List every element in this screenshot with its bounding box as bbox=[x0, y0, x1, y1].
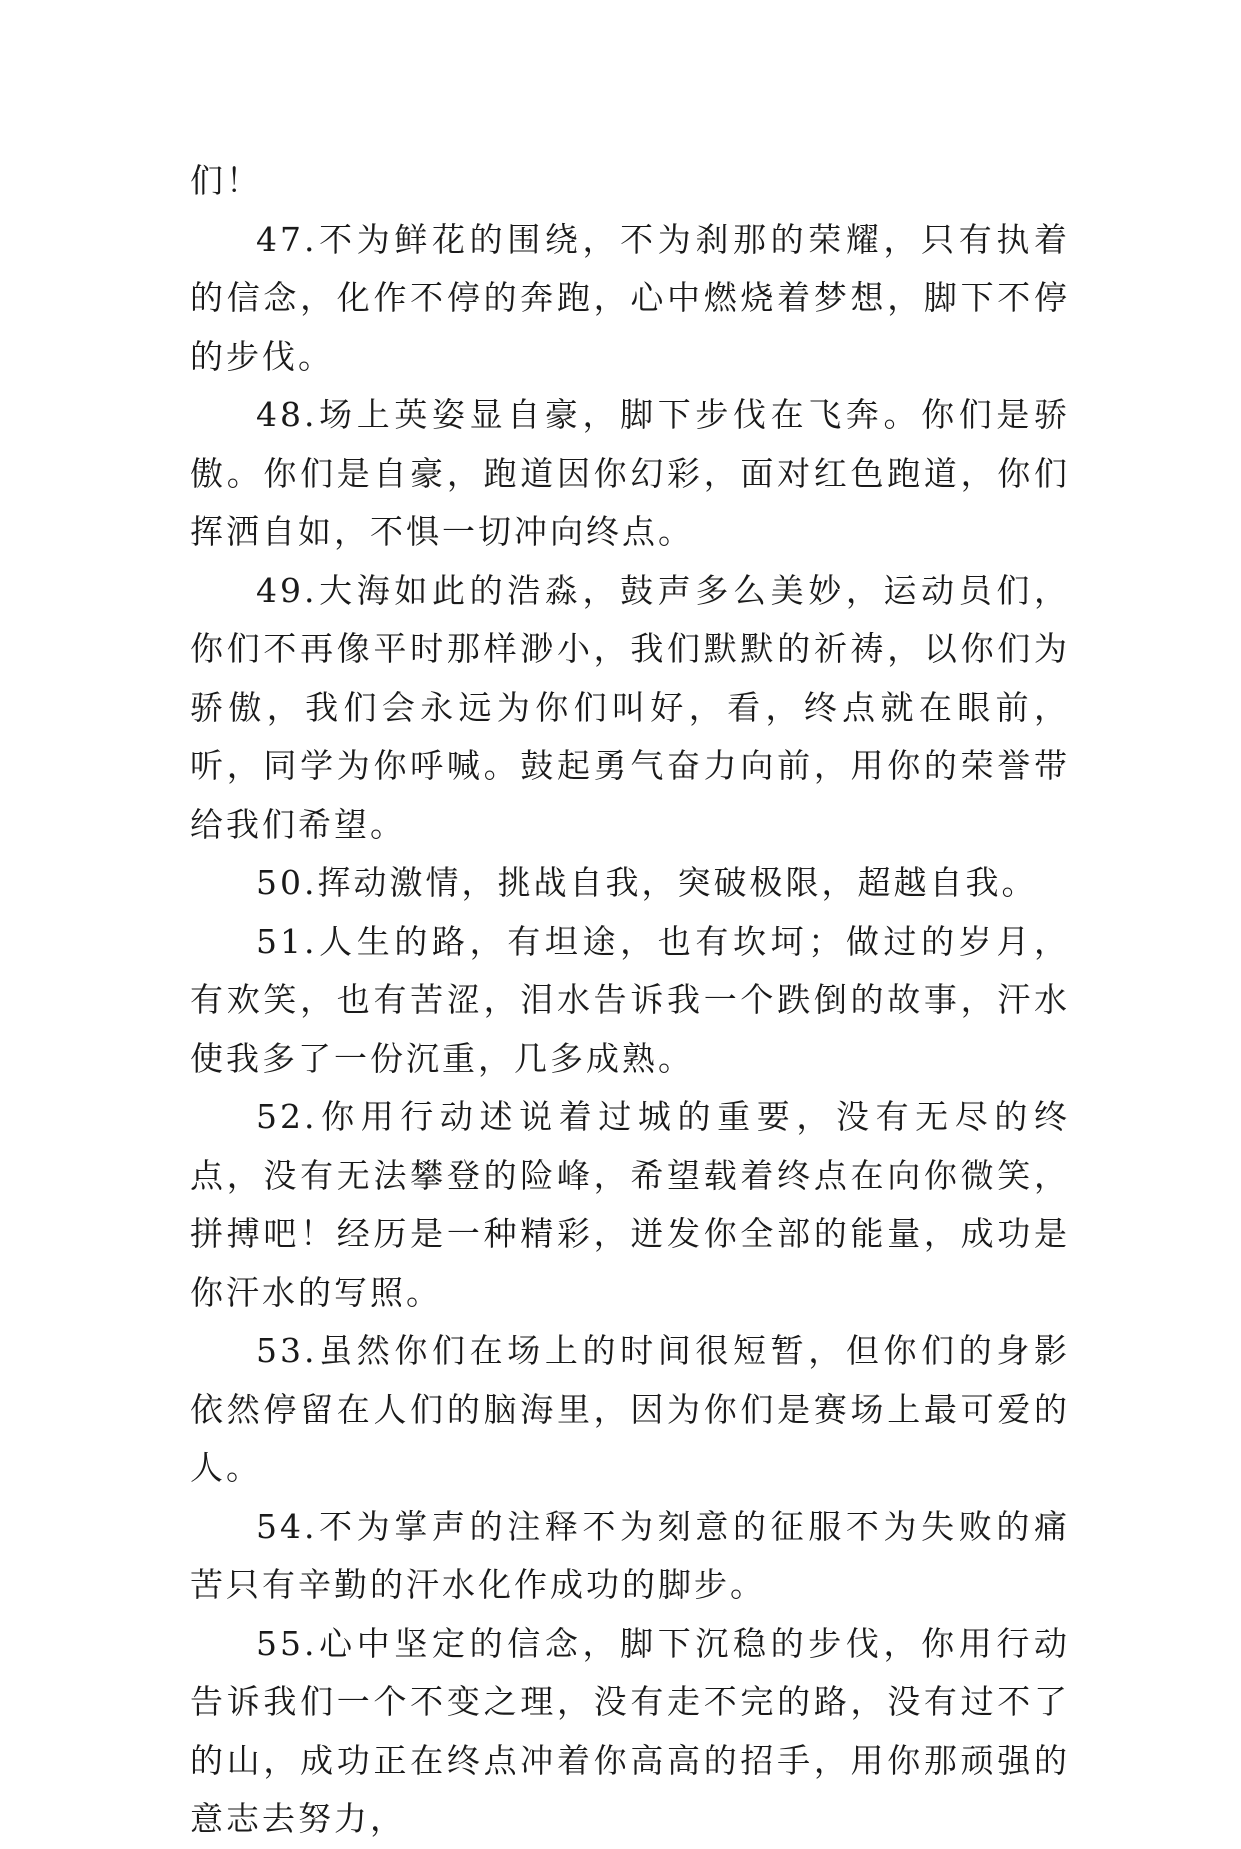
document-body bbox=[190, 152, 1070, 1849]
paragraph-47: 47.不为鲜花的围绕，不为刹那的荣耀，只有执着的信念，化作不停的奔跑，心中燃烧着梦想，脚下不停的步伐。 bbox=[190, 219, 1070, 376]
paragraph-48: 48.场上英姿显自豪，脚下步伐在飞奔。你们是骄傲。你们是自豪，跑道因你幻彩，面对红色跑道，你们挥洒自如，不惧一切冲向终点。 bbox=[190, 395, 1070, 551]
paragraph-53: 53.虽然你们在场上的时间很短暂，但你们的身影依然停留在人们的脑海里，因为你们是赛场上最可爱的人。 bbox=[190, 1331, 1070, 1487]
paragraph-52: 52.你用行动述说着过城的重要，没有无尽的终点，没有无法攀登的险峰，希望载着终点在向你微笑，拼搏吧！经历是一种精彩，迸发你全部的能量，成功是你汗水的写照。 bbox=[190, 1097, 1070, 1312]
paragraph-continuation: 们！ bbox=[190, 161, 262, 200]
paragraph-55: 55.心中坚定的信念，脚下沉稳的步伐，你用行动告诉我们一个不变之理，没有走不完的路，没有过不了的山，成功正在终点冲着你高高的招手，用你那顽强的意志去努力， bbox=[190, 1623, 1070, 1838]
paragraph-51: 51.人生的路，有坦途，也有坎坷；做过的岁月，有欢笑，也有苦涩，泪水告诉我一个跌倒的故事，汗水使我多了一份沉重，几多成熟。 bbox=[190, 921, 1070, 1078]
paragraph-49: 49.大海如此的浩淼，鼓声多么美妙，运动员们，你们不再像平时那样渺小，我们默默的祈祷，以你们为骄傲，我们会永远为你们叫好，看，终点就在眼前，听，同学为你呼喊。鼓起勇气奋力向前，用你的荣誉带给我们希望。 bbox=[190, 570, 1070, 844]
paragraph-50: 50.挥动激情，挑战自我，突破极限，超越自我。 bbox=[256, 863, 1038, 902]
paragraph-54: 54.不为掌声的注释不为刻意的征服不为失败的痛苦只有辛勤的汗水化作成功的脚步。 bbox=[190, 1506, 1070, 1604]
